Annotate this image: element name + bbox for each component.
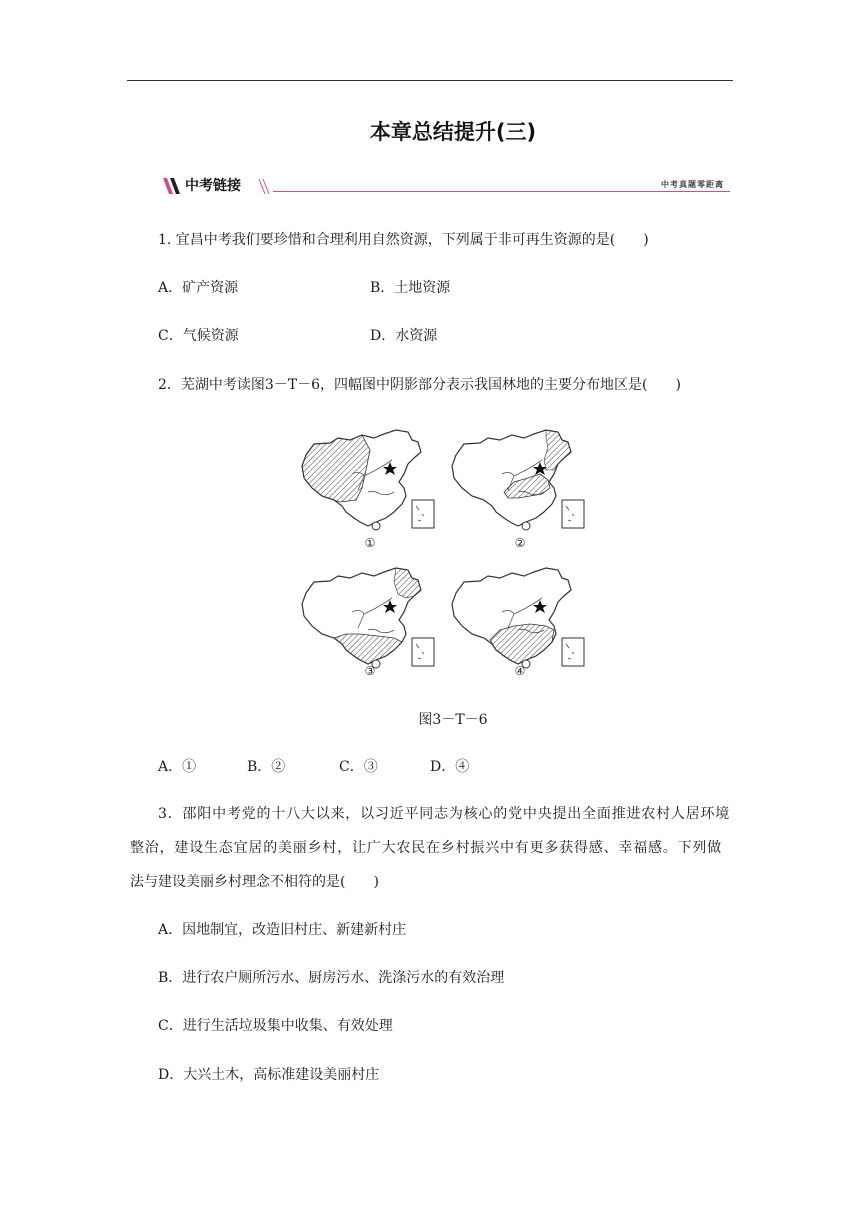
question-2-option-d[interactable]: D．④ bbox=[430, 759, 470, 775]
question-3-option-c[interactable]: C．进行生活垃圾集中收集、有效处理 bbox=[158, 1018, 393, 1034]
question-2-option-b[interactable]: B．② bbox=[247, 759, 286, 775]
question-1-option-c[interactable]: C．气候资源 bbox=[158, 328, 239, 344]
figure-caption: 图3－T－6 bbox=[418, 712, 488, 728]
map-2-label: ② bbox=[514, 536, 526, 550]
question-1-option-d[interactable]: D．水资源 bbox=[370, 328, 438, 344]
map-2 bbox=[452, 430, 584, 530]
map-3-label: ③ bbox=[364, 664, 376, 678]
question-3-option-b[interactable]: B．进行农户厕所污水、厨房污水、洗涤污水的有效治理 bbox=[158, 970, 505, 986]
question-3-option-a[interactable]: A．因地制宜，改造旧村庄、新建新村庄 bbox=[158, 922, 407, 938]
section-line bbox=[273, 191, 730, 192]
question-3-stem-line-1: 3．邵阳中考党的十八大以来，以习近平同志为核心的党中央提出全面推进农村人居环境 bbox=[158, 806, 731, 822]
section-tag: 中考真题零距离 bbox=[661, 180, 724, 189]
page-title: 本章总结提升(三) bbox=[369, 120, 537, 144]
question-2-option-c[interactable]: C．③ bbox=[339, 759, 378, 775]
map-3 bbox=[302, 568, 434, 668]
section-slash-icon bbox=[160, 176, 182, 196]
section-divider-icon bbox=[257, 178, 273, 196]
question-3-stem-line-3: 法与建设美丽乡村理念不相符的是( ) bbox=[130, 874, 379, 890]
question-1-option-b[interactable]: B．土地资源 bbox=[370, 280, 451, 296]
question-2-stem: 2．芜湖中考读图3－T－6，四幅图中阴影部分表示我国林地的主要分布地区是( ) bbox=[158, 377, 681, 393]
map-4 bbox=[452, 568, 584, 668]
china-maps-figure bbox=[300, 425, 600, 681]
question-1-option-a[interactable]: A．矿产资源 bbox=[158, 280, 239, 296]
section-header bbox=[160, 176, 732, 196]
map-4-label: ④ bbox=[514, 664, 526, 678]
map-1 bbox=[302, 430, 434, 530]
question-3-stem-line-2: 整治，建设生态宜居的美丽乡村，让广大农民在乡村振兴中有更多获得感、幸福感。下列做 bbox=[130, 840, 722, 856]
question-1-stem: 1. 宜昌中考我们要珍惜和合理利用自然资源，下列属于非可再生资源的是( ) bbox=[158, 232, 649, 248]
question-2-option-a[interactable]: A．① bbox=[158, 759, 197, 775]
top-rule bbox=[127, 80, 733, 81]
section-label: 中考链接 bbox=[185, 178, 241, 194]
question-3-option-d[interactable]: D．大兴土木，高标准建设美丽村庄 bbox=[158, 1067, 380, 1083]
map-1-label: ① bbox=[364, 536, 376, 550]
